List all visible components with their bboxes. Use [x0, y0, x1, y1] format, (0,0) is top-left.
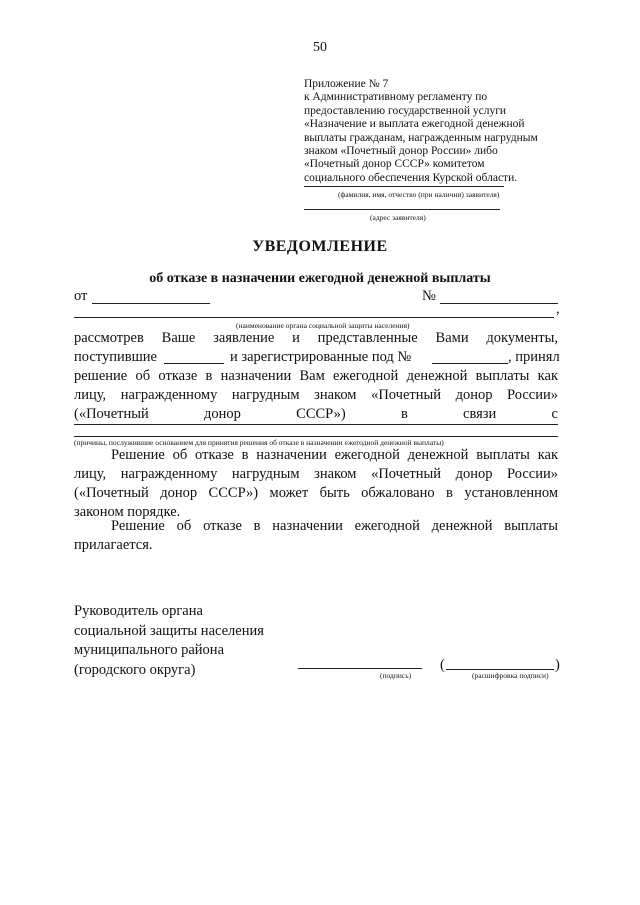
appendix-line: к Административному регламенту по	[304, 91, 488, 104]
document-subtitle: об отказе в назначении ежегодной денежной выплаты	[149, 271, 491, 286]
signatory-line: муниципального района	[74, 642, 224, 658]
number-field[interactable]	[440, 303, 558, 304]
authority-comma: ,	[556, 301, 560, 317]
word: («Почетный	[74, 406, 149, 422]
appendix-line: знаком «Почетный донор России» либо	[304, 145, 498, 158]
reasons-field-1[interactable]	[74, 424, 558, 425]
paragraph-1-line-3: решение об отказе в назначении Вам ежегодной денежной выплаты как	[74, 368, 558, 384]
paragraph-2-line-1: Решение об отказе в назначении ежегодной денежной выплаты как	[111, 447, 558, 463]
date-field[interactable]	[92, 303, 210, 304]
document-title: УВЕДОМЛЕНИЕ	[252, 238, 388, 255]
applicant-address-line[interactable]	[304, 209, 500, 210]
received-label: поступившие	[74, 349, 157, 365]
word: с	[551, 406, 558, 422]
paragraph-2-line-3: («Почетный донор СССР») может быть обжаловано в установленном	[74, 485, 558, 501]
appendix-line: «Почетный донор СССР» комитетом	[304, 158, 485, 171]
applicant-name-line[interactable]	[304, 186, 504, 187]
appendix-line: предоставлению государственной услуги	[304, 104, 507, 117]
appendix-block	[304, 78, 584, 185]
registered-label: и зарегистрированные под №	[230, 349, 412, 365]
word: СССР»)	[296, 406, 346, 422]
appendix-line: Приложение № 7	[304, 78, 389, 90]
word: донор	[204, 406, 241, 422]
appendix-line: выплаты гражданам, награжденным нагрудным	[304, 131, 538, 144]
appendix-line: социального обеспечения Курской области.	[304, 171, 518, 184]
signatory-title	[74, 602, 264, 680]
signatory-line: социальной защиты населения	[74, 622, 264, 639]
page-number: 50	[313, 40, 327, 55]
signature-caption: (подпись)	[380, 671, 412, 680]
word: связи	[463, 406, 497, 422]
registration-number-field[interactable]	[432, 363, 508, 364]
reasons-caption: (причины, послужившие основанием для принятия решения об отказе в назначении ежегодной денежной выплаты)	[74, 438, 444, 447]
paragraph-1-line-1: рассмотрев Ваше заявление и представленные Вами документы,	[74, 330, 558, 346]
number-label: №	[422, 288, 436, 304]
decoding-caption: (расшифровка подписи)	[472, 671, 549, 680]
paragraph-3-line-1: Решение об отказе в назначении ежегодной денежной выплаты	[111, 518, 558, 534]
appendix-line: «Назначение и выплата ежегодной денежной	[304, 118, 525, 131]
authority-caption: (наименование органа социальной защиты населения)	[236, 321, 410, 330]
signature-field[interactable]	[298, 668, 422, 669]
reasons-field-2[interactable]	[74, 436, 558, 437]
received-date-field[interactable]	[164, 363, 224, 364]
paragraph-2-line-4: законом порядке.	[74, 504, 181, 520]
paragraph-3-line-2: прилагается.	[74, 537, 153, 553]
paragraph-1-line-4: лицу, награжденному нагрудным знаком «Почетный донор России»	[74, 387, 558, 403]
signature-decoding-field[interactable]	[446, 669, 554, 670]
accepted-label: , принял	[508, 349, 560, 365]
authority-field[interactable]	[74, 317, 554, 318]
signatory-line: (городского округа)	[74, 661, 196, 678]
applicant-name-caption: (фамилия, имя, отчество (при наличии) заявителя)	[338, 190, 500, 199]
decoding-paren-open: (	[440, 657, 445, 673]
signatory-line: Руководитель органа	[74, 603, 203, 619]
decoding-paren-close: )	[555, 657, 560, 673]
from-label: от	[74, 288, 88, 304]
paragraph-1-line-5	[74, 405, 558, 425]
paragraph-2-line-2: лицу, награжденному нагрудным знаком «Почетный донор России»	[74, 466, 558, 482]
word: в	[400, 406, 408, 422]
applicant-address-caption: (адрес заявителя)	[370, 213, 426, 222]
